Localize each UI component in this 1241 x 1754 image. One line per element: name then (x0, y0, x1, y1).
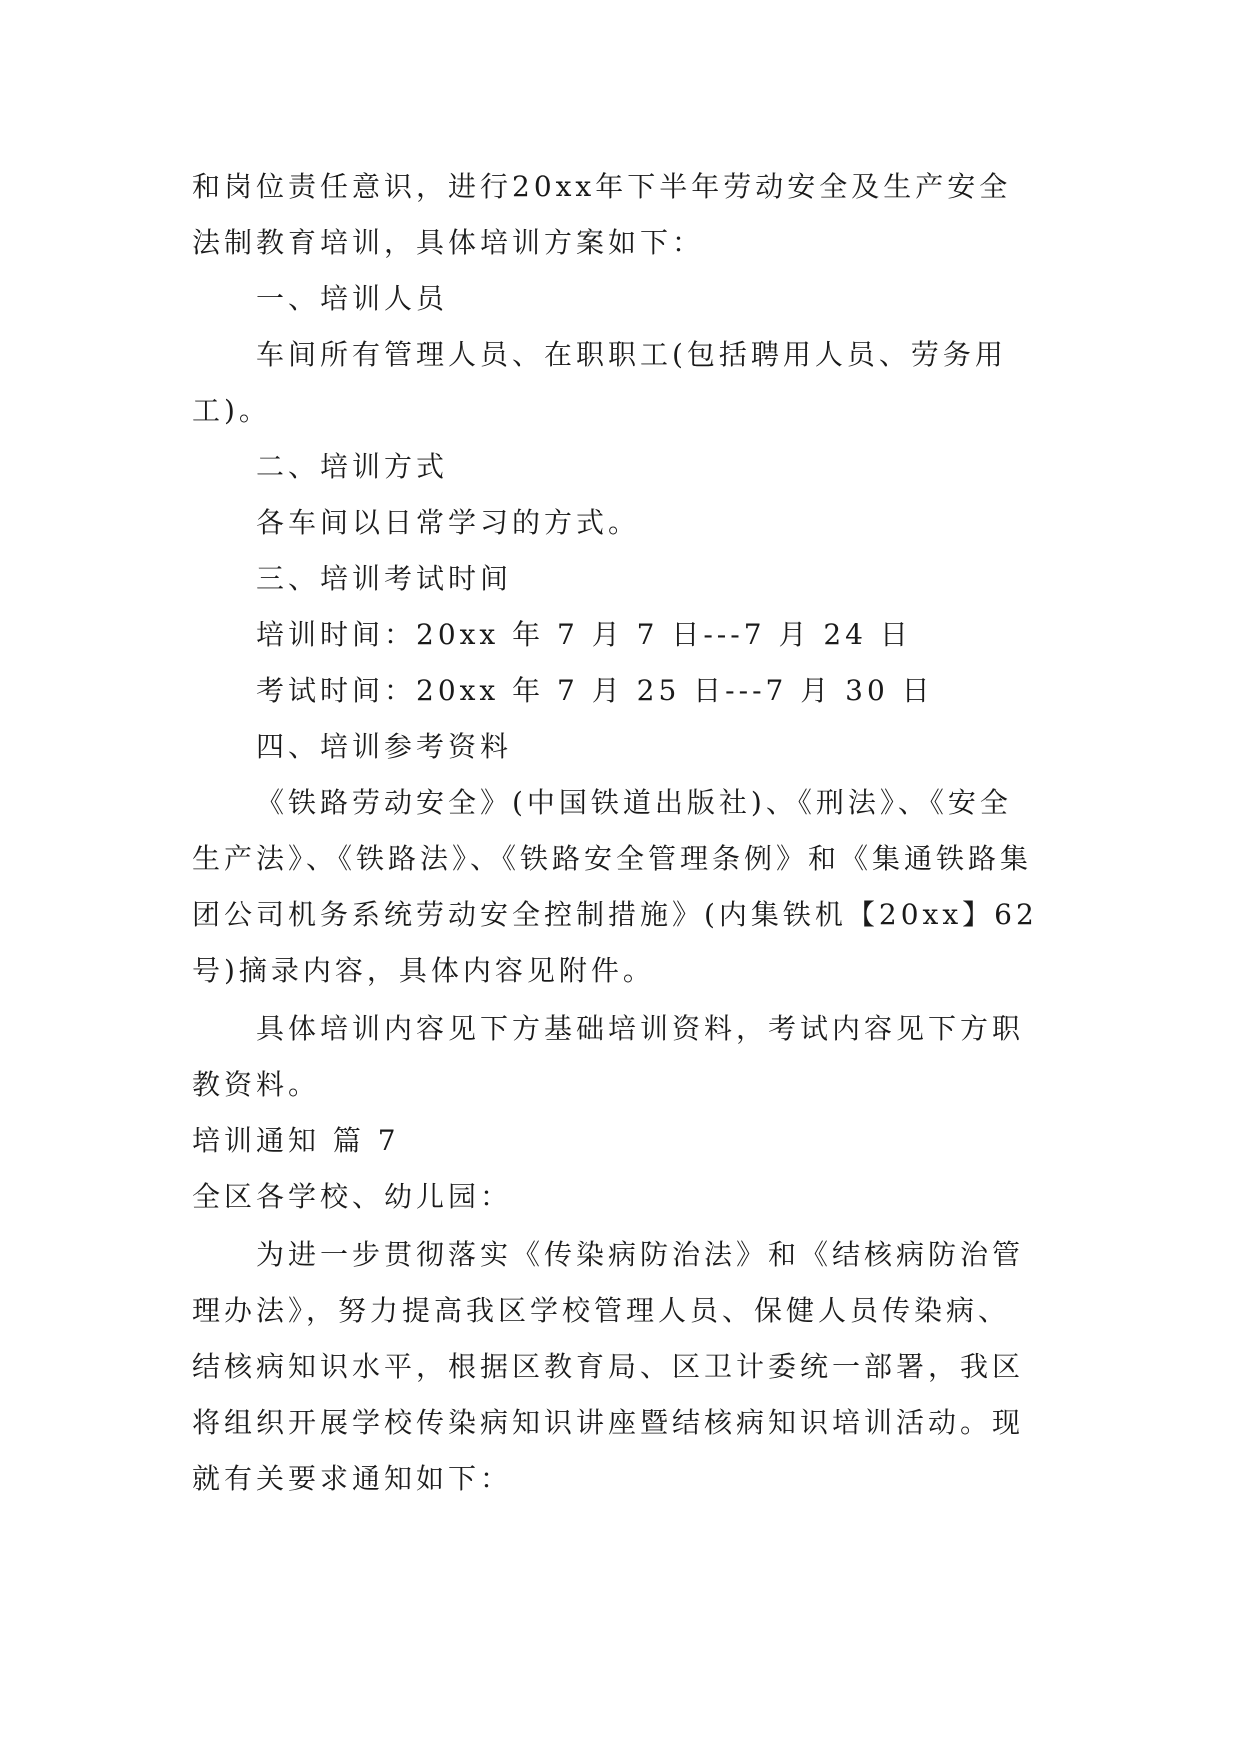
exam-time: 考试时间：20xx 年 7 月 25 日---7 月 30 日 (256, 674, 934, 707)
body-line: 工)。 (192, 394, 271, 427)
notice-title: 培训通知 篇 7 (192, 1124, 400, 1157)
section-heading: 四、培训参考资料 (256, 730, 513, 763)
body-line: 各车间以日常学习的方式。 (256, 506, 641, 539)
body-line: 法制教育培训，具体培训方案如下： (192, 226, 705, 259)
body-line: 就有关要求通知如下： (192, 1462, 513, 1495)
body-line: 生产法》、《铁路法》、《铁路安全管理条例》和《集通铁路集 (192, 842, 1033, 875)
body-line: 结核病知识水平，根据区教育局、区卫计委统一部署，我区 (192, 1350, 1025, 1383)
section-heading: 一、培训人员 (256, 282, 449, 315)
body-line: 车间所有管理人员、在职职工(包括聘用人员、劳务用 (256, 338, 1007, 371)
body-line: 将组织开展学校传染病知识讲座暨结核病知识培训活动。现 (192, 1406, 1025, 1439)
body-line: 号)摘录内容，具体内容见附件。 (192, 954, 655, 987)
salutation: 全区各学校、幼儿园： (192, 1180, 513, 1213)
section-heading: 三、培训考试时间 (256, 562, 513, 595)
body-line: 为进一步贯彻落实《传染病防治法》和《结核病防治管 (256, 1238, 1025, 1271)
section-heading: 二、培训方式 (256, 450, 449, 483)
body-line: 《铁路劳动安全》(中国铁道出版社)、《刑法》、《安全 (256, 786, 1012, 819)
training-time: 培训时间：20xx 年 7 月 7 日---7 月 24 日 (256, 618, 912, 651)
body-line: 理办法》，努力提高我区学校管理人员、保健人员传染病、 (192, 1294, 1011, 1327)
body-line: 教资料。 (192, 1068, 321, 1101)
body-line: 和岗位责任意识，进行20xx年下半年劳动安全及生产安全 (192, 170, 1012, 203)
body-line: 团公司机务系统劳动安全控制措施》(内集铁机【20xx】62 (192, 898, 1038, 931)
body-line: 具体培训内容见下方基础培训资料，考试内容见下方职 (256, 1012, 1025, 1045)
